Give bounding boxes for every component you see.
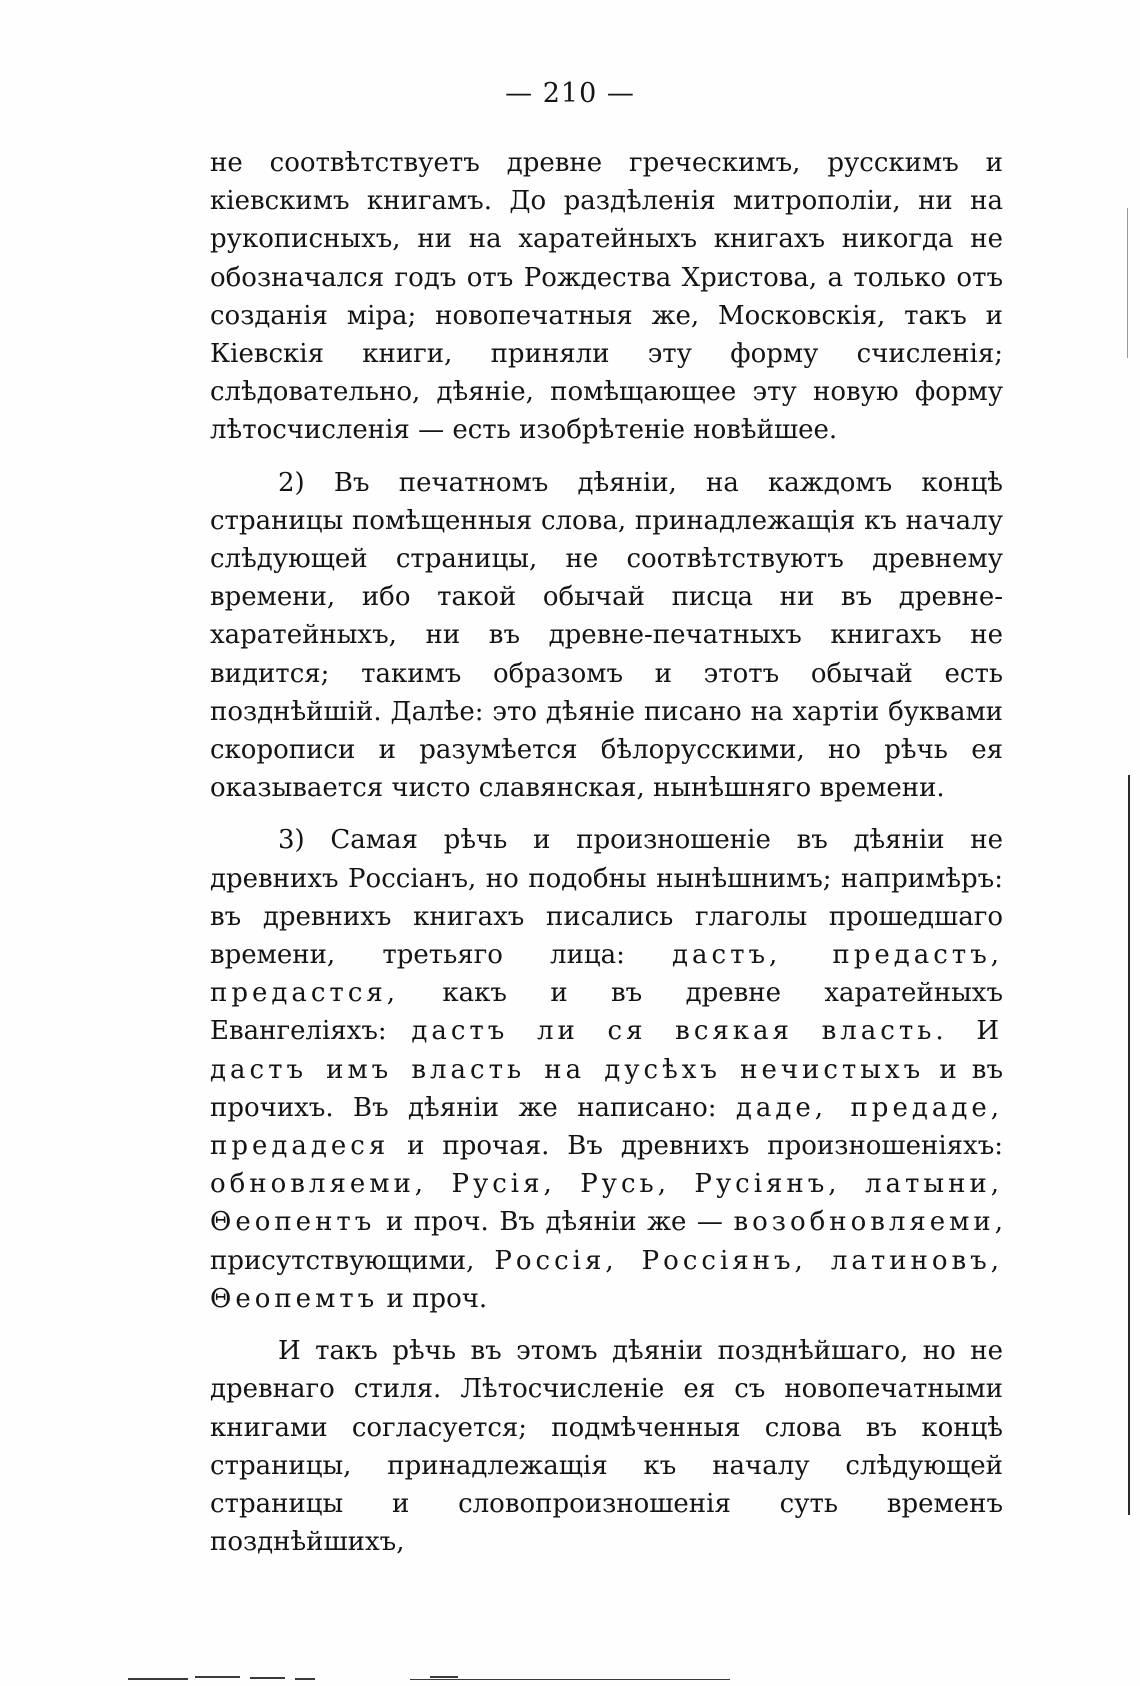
paragraph-3-text: какъ и въ древне харатейныхъ Евангеліяхъ: [210,978,1003,1047]
text-block [210,144,1003,1561]
paragraph-3 [210,821,1003,1318]
paragraph-3-text: , присутствующими, [210,1207,1003,1276]
spaced-example: возобновляеми [733,1207,995,1238]
paragraph-1: не соотвѣтствуетъ древне греческимъ, русскимъ и кіевскимъ книгамъ. До раздѣленія митрополіи, ни на рукописныхъ, ни на харатейныхъ книгахъ никогда не обозначался годъ отъ Рождества Христова, а только отъ созданія міра; новопечатныя же, Московскія, такъ и Кіевскія книги, приняли эту форму счисленія; слѣдовательно, дѣяніе, помѣщающее эту новую форму лѣтосчисленія — есть изобрѣтеніе новѣйшее. [210,148,1003,446]
paragraph-3-text: 3) Самая рѣчь и произношеніе въ дѣяніи не древнихъ Россіанъ, но подобны нынѣшнимъ; напримѣръ: въ древнихъ книгахъ писались глаголы прошедшаго времени, третьяго лица: [210,825,1003,971]
spaced-example: Россія, Россіянъ, латиновъ, Θеопемтъ [210,1245,1003,1314]
paragraph-3-text: и въ прочихъ. Въ дѣяніи же написано: [210,1054,1003,1123]
spaced-example: дастъ ли ся всякая власть. И дастъ имъ власть на дусѣхъ нечистыхъ [210,1016,1003,1085]
scan-artifact-line [195,1676,240,1678]
page-number: — 210 — [505,78,635,109]
paragraph-2: 2) Въ печатномъ дѣяніи, на каждомъ концѣ страницы помѣщенныя слова, принадлежащія къ началу слѣдующей страницы, не соотвѣтствуютъ древнему времени, ибо такой обычай писца ни въ древне-харатейныхъ, ни въ древне-печатныхъ книгахъ не видится; такимъ образомъ и этотъ обычай есть позднѣйшій. Далѣе: это дѣяніе писано на хартіи буквами скорописи и разумѣется бѣлорусскими, но рѣчь ея оказывается чисто славянская, нынѣшняго времени. [210,467,1003,804]
spaced-example: обновляеми, Русія, Русь, Русіянъ, латыни, Θеопентъ [210,1169,1003,1238]
scan-artifact-line [295,1678,315,1680]
paragraph-4: И такъ рѣчь въ этомъ дѣяніи позднѣйшаго, но не древнаго стиля. Лѣтосчисленіе ея съ новопечатными книгами согласуется; подмѣченныя слова въ концѣ страницы, принадлежащія къ началу слѣдующей страницы и словопроизношенія суть временъ позднѣйшихъ, [210,1336,1003,1558]
scan-artifact-line [128,1678,188,1680]
scan-artifact-line [410,1679,730,1680]
spaced-example: дастъ, предастъ, предастся, [210,940,1003,1009]
scan-artifact-line [250,1677,285,1679]
paragraph-3-text: и прочая. Въ древнихъ произношеніяхъ: [389,1131,1003,1162]
paragraph-3-text: и проч. Въ дѣяніи же — [375,1207,734,1238]
scan-edge-line [1127,208,1128,358]
scan-artifact-line [430,1676,458,1678]
scan-edge-line [1128,775,1130,1515]
paragraph-3-text: и проч. [378,1283,488,1314]
spaced-example: даде, предаде, предадеся [210,1092,1004,1162]
